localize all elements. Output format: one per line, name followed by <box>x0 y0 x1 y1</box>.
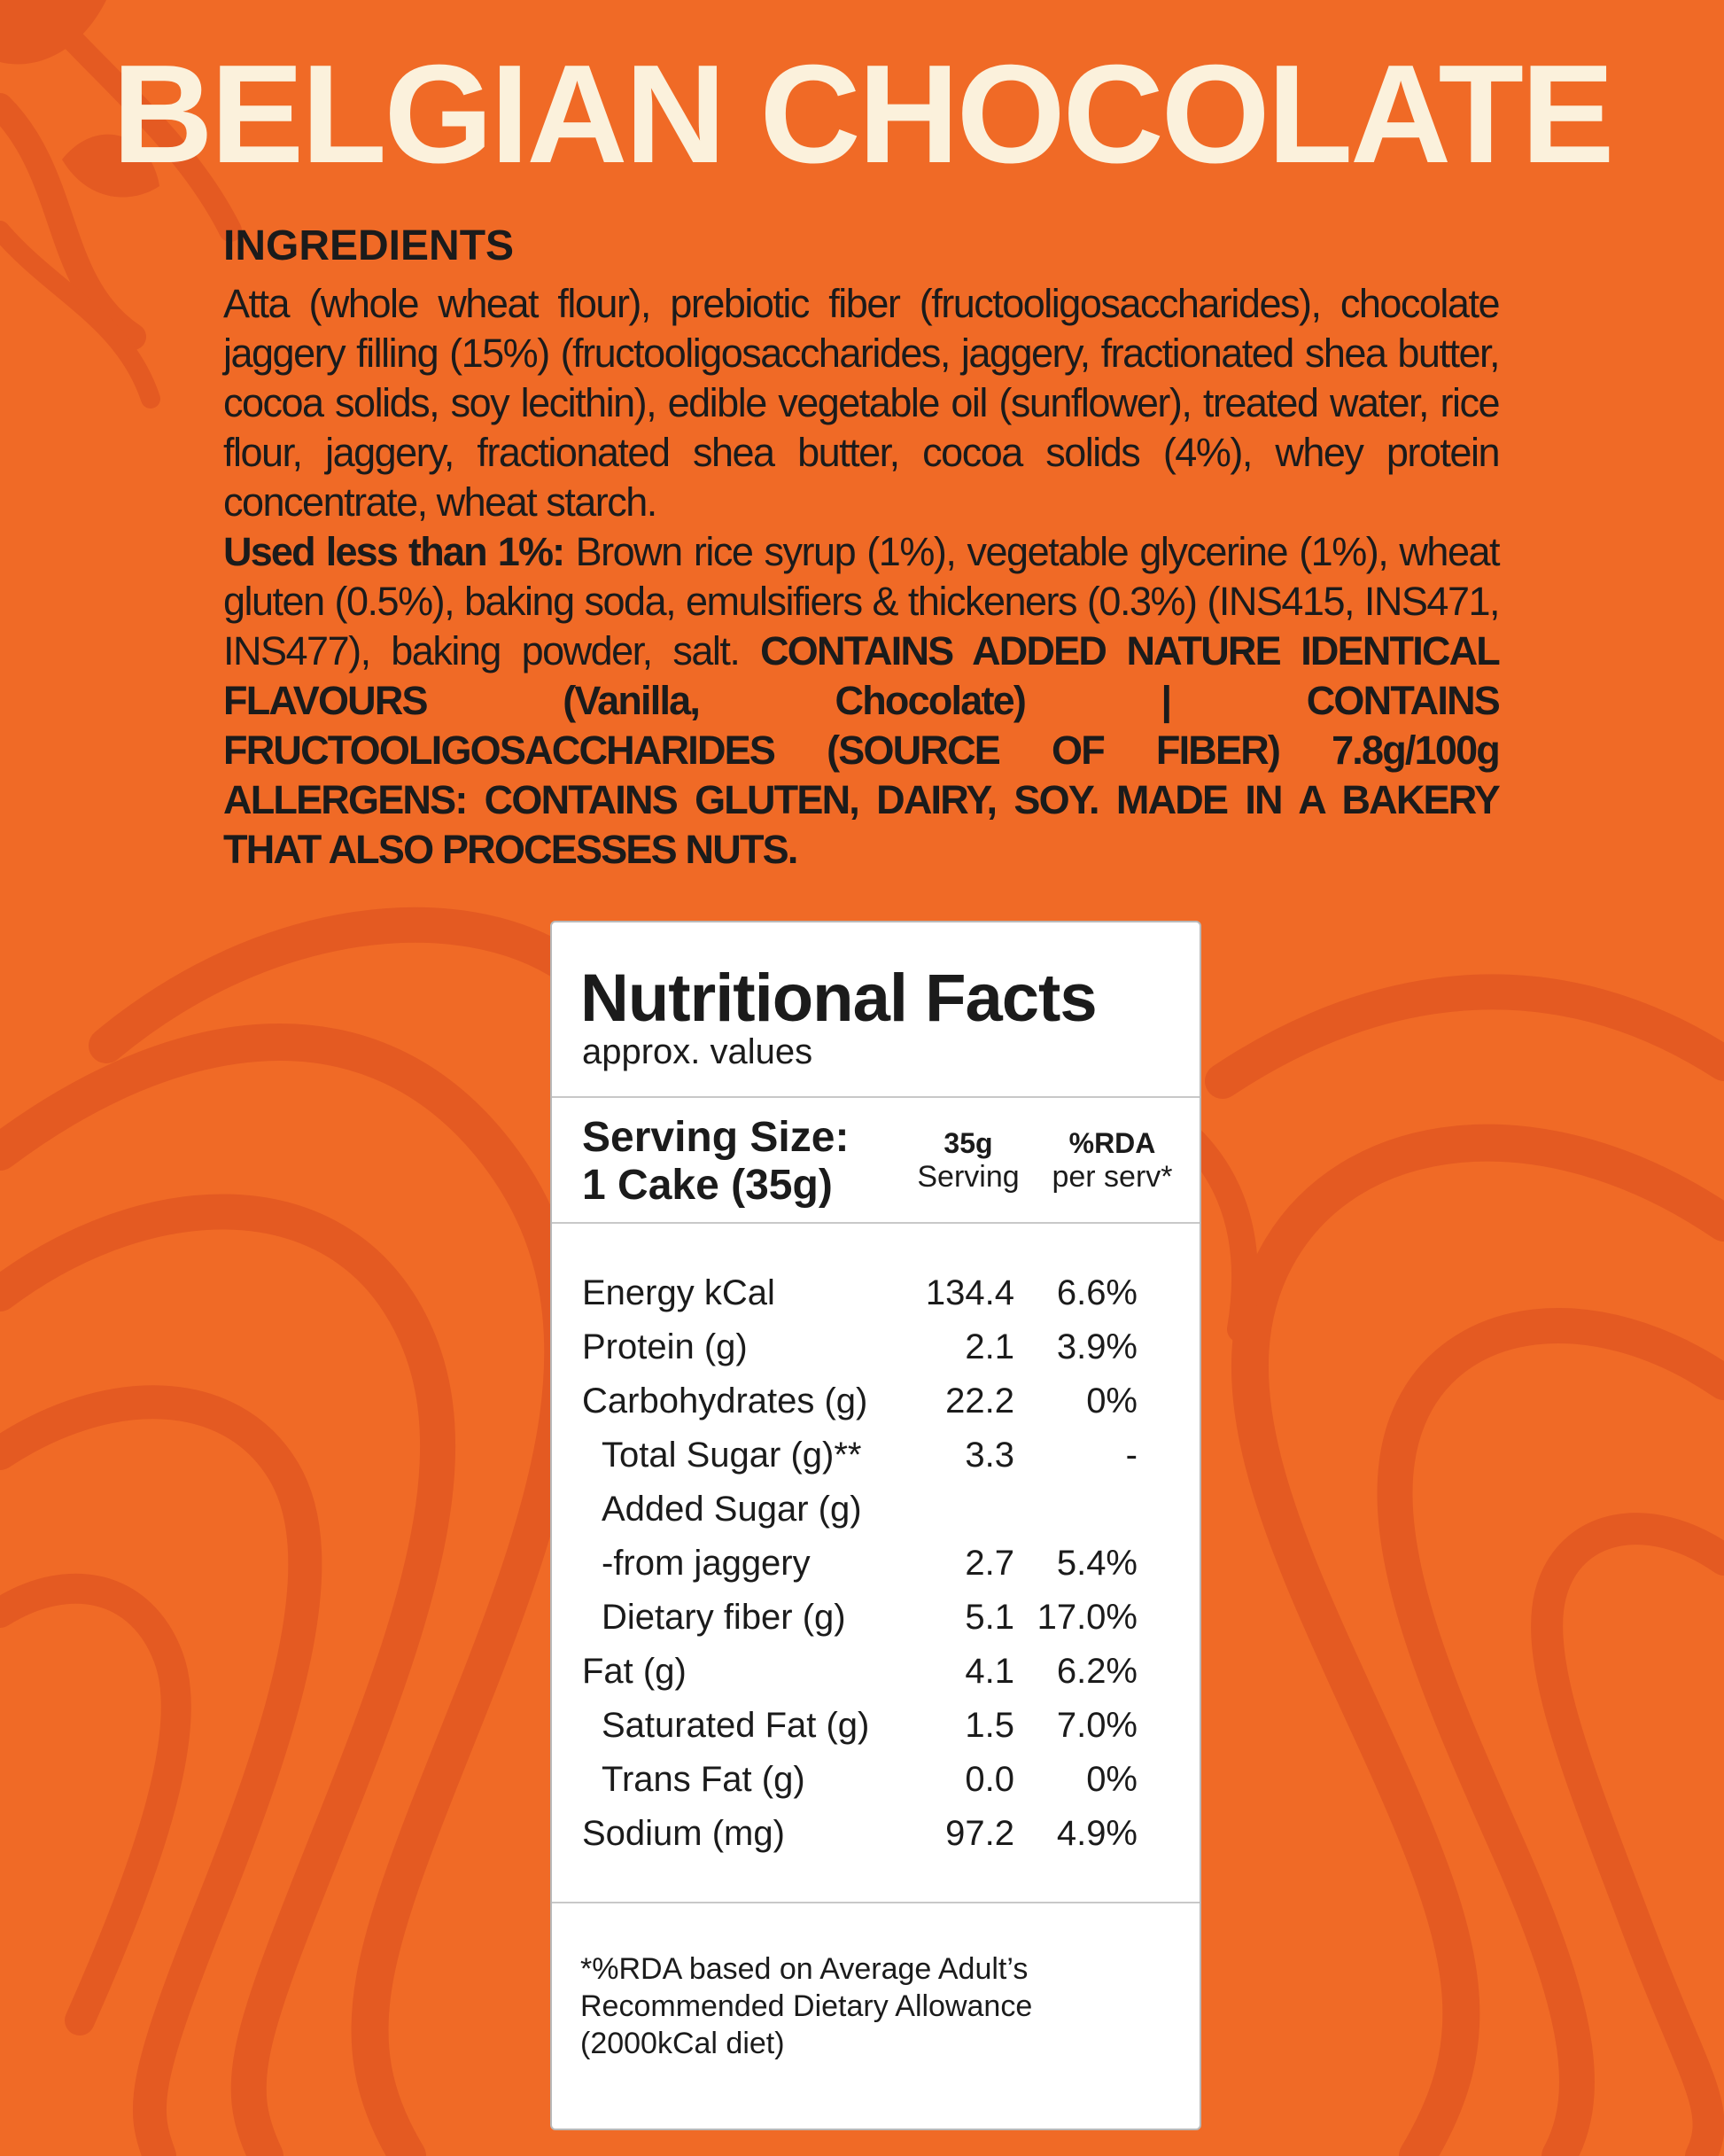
nutrient-row <box>552 1273 1200 1319</box>
nutrient-rda: 6.6% <box>1056 1273 1138 1312</box>
nutrient-row <box>552 1598 1200 1644</box>
nutrient-row <box>552 1382 1200 1428</box>
nutrient-value: 5.1 <box>965 1598 1014 1637</box>
nutrient-value: 97.2 <box>945 1814 1014 1853</box>
nutrient-value: 2.1 <box>965 1327 1014 1366</box>
nutrient-value: 1.5 <box>965 1706 1014 1745</box>
nutrient-rda: 7.0% <box>1056 1706 1138 1745</box>
rda-footnote <box>580 1950 1032 2062</box>
nutrition-facts-panel <box>550 921 1201 2130</box>
nutrient-label: Saturated Fat (g) <box>602 1706 870 1745</box>
serving-column-header <box>906 1126 1030 1194</box>
nutrient-label: Added Sugar (g) <box>602 1490 862 1529</box>
ingredients-heading: INGREDIENTS <box>223 222 515 269</box>
nutrient-rda: 3.9% <box>1056 1327 1138 1366</box>
nutrient-row <box>552 1436 1200 1482</box>
nutrient-row <box>552 1327 1200 1374</box>
nutrient-label: -from jaggery <box>602 1544 811 1583</box>
nutrient-value: 22.2 <box>945 1382 1014 1420</box>
nutrient-label: Carbohydrates (g) <box>582 1382 868 1420</box>
nutrient-value: 134.4 <box>925 1273 1014 1312</box>
serving-size-label: Serving Size: <box>582 1114 850 1161</box>
nutrient-rda: 0% <box>1086 1382 1138 1420</box>
product-title: BELGIAN CHOCOLATE <box>112 36 1612 192</box>
footnote-line: *%RDA based on Average Adult’s <box>580 1952 1029 1986</box>
nutrient-rda: 4.9% <box>1056 1814 1138 1853</box>
minor-ingredients-label: Used less than 1%: <box>223 529 564 574</box>
nutrient-value: 0.0 <box>965 1760 1014 1799</box>
ingredients-main-text: Atta (whole wheat flour), prebiotic fiber (fructooligosaccharides), chocolate jaggery filling (15%) (fructooligosaccharides, jaggery, fractionated shea butter, cocoa solids, soy lecithin), edible vegetable oil (sunflower), treated water, rice flour, jaggery, fractionated shea butter, cocoa solids (4%), whey protein concentrate, wheat starch. <box>223 281 1499 525</box>
ingredients-panel <box>223 222 1499 875</box>
serving-column-header-amount: 35g <box>944 1127 993 1159</box>
nutrient-label: Sodium (mg) <box>582 1814 785 1853</box>
nutrition-subtitle: approx. values <box>582 1032 813 1071</box>
nutrient-rda: - <box>1125 1436 1138 1475</box>
nutrient-label: Fat (g) <box>582 1652 687 1691</box>
nutrient-label: Total Sugar (g)** <box>602 1436 862 1475</box>
nutrient-row <box>552 1760 1200 1806</box>
rda-column-header-sub: per serv* <box>1052 1160 1173 1194</box>
divider <box>552 1222 1200 1224</box>
rda-column-header-label: %RDA <box>1068 1127 1156 1159</box>
serving-size <box>582 1114 849 1210</box>
nutrient-label: Energy kCal <box>582 1273 775 1312</box>
contains-allergens-text: CONTAINS ADDED NATURE IDENTICAL FLAVOURS (Vanilla, Chocolate) | CONTAINS FRUCTOOLIGOSACCHARIDES (SOURCE OF FIBER) 7.8g/100g ALLERGENS: CONTAINS GLUTEN, DAIRY, SOY. MADE IN A BAKERY THAT ALSO PROCESSES NUTS. <box>223 628 1499 872</box>
serving-size-value: 1 Cake (35g) <box>582 1162 833 1209</box>
minor-ingredients-text: Brown rice syrup (1%), vegetable glycerine (1%), wheat gluten (0.5%), baking soda, emulsifiers & thickeners (0.3%) (INS415, INS471, INS477), baking powder, salt. <box>223 529 1499 673</box>
nutrient-label: Dietary fiber (g) <box>602 1598 846 1637</box>
nutrient-rda: 6.2% <box>1056 1652 1138 1691</box>
nutrient-value: 2.7 <box>965 1544 1014 1583</box>
footnote-line: (2000kCal diet) <box>580 2027 785 2060</box>
nutrient-value: 4.1 <box>965 1652 1014 1691</box>
nutrient-row <box>552 1544 1200 1590</box>
serving-column-header-label: Serving <box>917 1160 1020 1194</box>
divider <box>552 1902 1200 1903</box>
footnote-line: Recommended Dietary Allowance <box>580 1989 1033 2023</box>
nutrient-row <box>552 1814 1200 1860</box>
nutrient-label: Protein (g) <box>582 1327 748 1366</box>
nutrient-row <box>552 1706 1200 1752</box>
nutrient-rda: 0% <box>1086 1760 1138 1799</box>
nutrient-value: 3.3 <box>965 1436 1014 1475</box>
nutrient-row <box>552 1652 1200 1698</box>
ingredients-text <box>223 279 1499 875</box>
nutrient-row <box>552 1490 1200 1536</box>
nutrient-label: Trans Fat (g) <box>602 1760 805 1799</box>
rda-column-header <box>1035 1126 1190 1194</box>
divider <box>552 1096 1200 1098</box>
nutrition-title: Nutritional Facts <box>580 961 1097 1036</box>
nutrient-rda: 5.4% <box>1056 1544 1138 1583</box>
nutrient-rda: 17.0% <box>1037 1598 1138 1637</box>
